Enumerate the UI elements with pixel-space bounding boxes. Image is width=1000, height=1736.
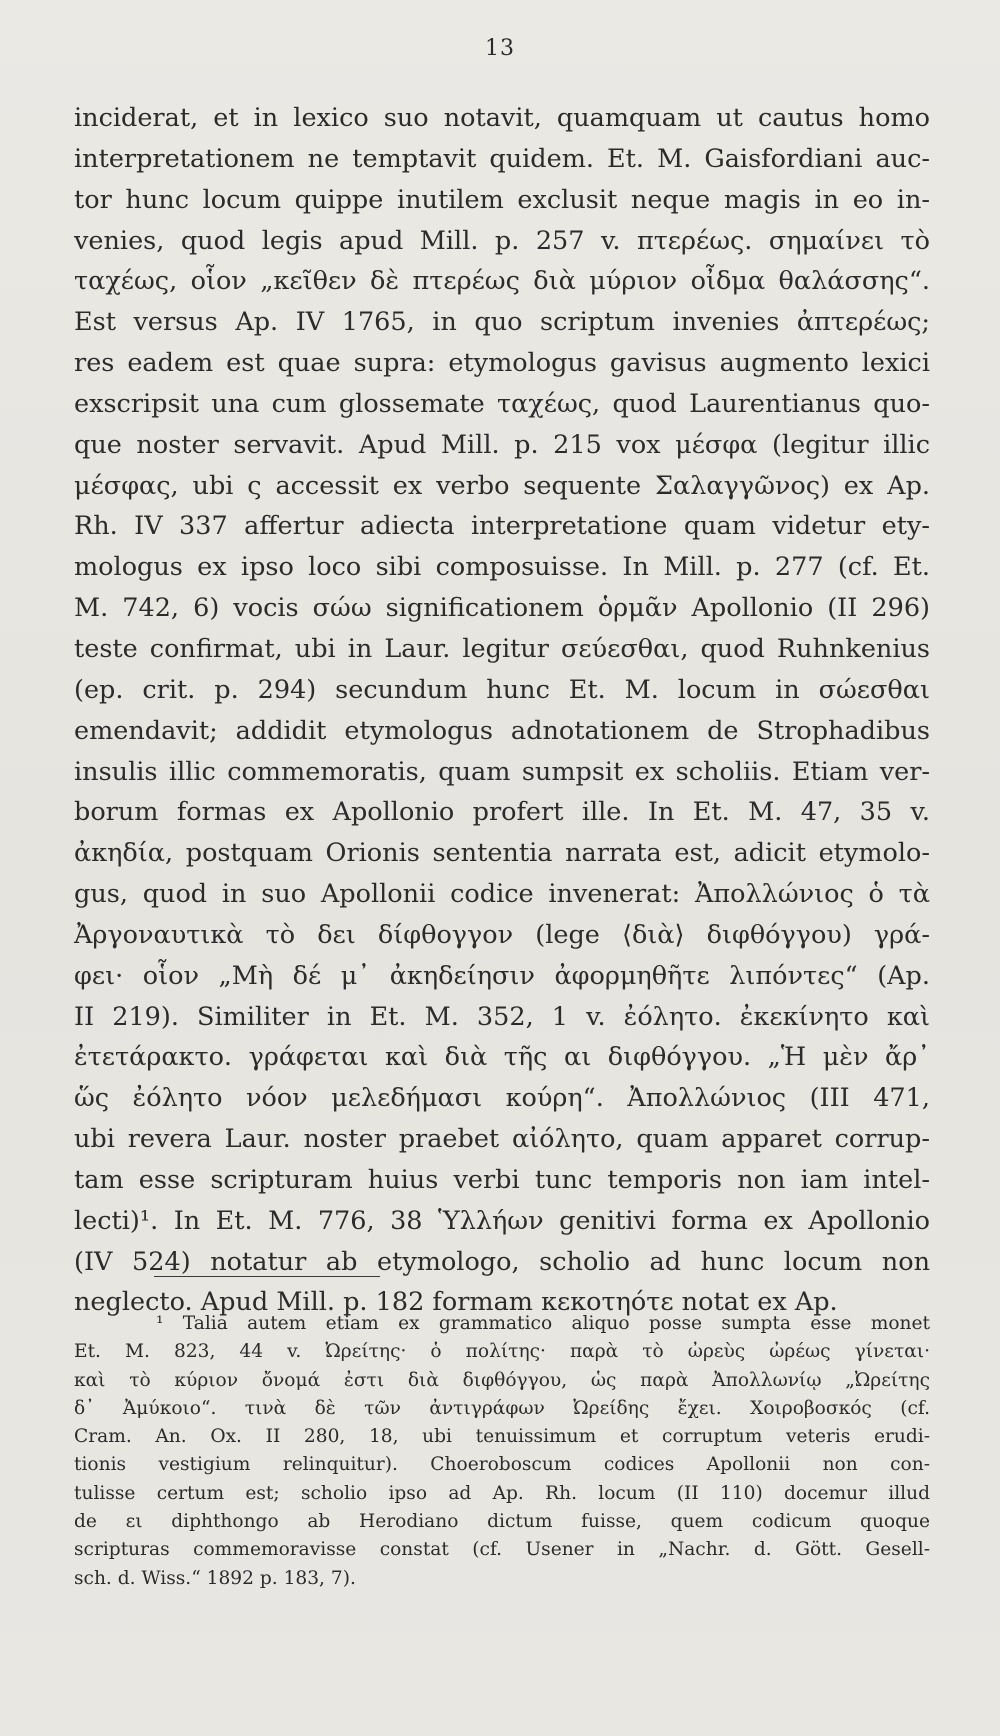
footnote-line: sch. d. Wiss.“ 1892 p. 183, 7). — [74, 1567, 356, 1589]
text-line: lecti)¹. In Et. M. 776, 38 Ὑλλήων genitivi forma ex Apollonio — [74, 1205, 930, 1236]
text-line: mologus ex ipso loco sibi composuisse. In Mill. p. 277 (cf. Et. — [74, 552, 930, 583]
text-line: (IV 524) notatur ab etymologo, scholio ad hunc locum non — [74, 1246, 930, 1277]
text-line: que noster servavit. Apud Mill. p. 215 vox μέσφα (legitur illic — [74, 429, 930, 460]
text-line: II 219). Similiter in Et. M. 352, 1 v. ἐόλητο. ἐκεκίνητο καὶ — [74, 1001, 930, 1032]
text-line: ὥς ἐόλητο νόον μελεδήμασι κούρη“. Ἀπολλώνιος (III 471, — [74, 1083, 930, 1114]
text-line: M. 742, 6) vocis σώω significationem ὁρμᾶν Apollonio (II 296) — [74, 593, 930, 624]
text-line: ἐτετάρακτο. γράφεται καὶ διὰ τῆς αι διφθόγγου. „Ἡ μὲν ἄρ᾽ — [74, 1042, 930, 1073]
text-line: tor hunc locum quippe inutilem exclusit neque magis in eo in- — [74, 184, 930, 215]
text-line: borum formas ex Apollonio profert ille. In Et. M. 47, 35 v. — [74, 797, 930, 828]
footnote-separator — [154, 1276, 380, 1277]
text-line: venies, quod legis apud Mill. p. 257 v. πτερέως. σημαίνει τὸ — [74, 225, 930, 256]
text-line: φει· οἷον „Μὴ δέ μ᾽ ἀκηδείησιν ἀφορμηθῆτε λιπόντες“ (Ap. — [74, 960, 930, 991]
footnote — [74, 1310, 930, 1593]
footnote-line: Cram. An. Ox. II 280, 18, ubi tenuissimum et corruptum veteris erudi- — [74, 1426, 930, 1448]
text-line: ἀκηδία, postquam Orionis sententia narrata est, adicit etymolo- — [74, 838, 930, 869]
text-line: μέσφας, ubi ς accessit ex verbo sequente Σαλαγγῶνος) ex Ap. — [74, 470, 930, 501]
text-line: tam esse scripturam huius verbi tunc temporis non iam intel- — [74, 1164, 930, 1195]
text-line: res eadem est quae supra: etymologus gavisus augmento lexici — [74, 348, 930, 379]
footnote-line: tulisse certum est; scholio ipso ad Ap. Rh. locum (II 110) docemur illud — [74, 1482, 930, 1504]
text-line: ταχέως, οἷον „κεῖθεν δὲ πτερέως διὰ μύριον οἶδμα θαλάσσης“. — [74, 266, 930, 297]
footnote-line: tionis vestigium relinquitur). Choeroboscum codices Apollonii non con- — [74, 1454, 930, 1476]
footnote-line: de ει diphthongo ab Herodiano dictum fuisse, quem codicum quoque — [74, 1511, 930, 1533]
footnote-line: scripturas commemoravisse constat (cf. Usener in „Nachr. d. Gött. Gesell- — [74, 1539, 930, 1561]
text-line: interpretationem ne temptavit quidem. Et. M. Gaisfordiani auc- — [74, 143, 930, 174]
footnote-line: δ᾽ Ἀμύκοιο“. τινὰ δὲ τῶν ἀντιγράφων Ὠρείδης ἔχει. Χοιροβοσκός (cf. — [74, 1397, 930, 1419]
text-line: neglecto. Apud Mill. p. 182 formam κεκοτηότε notat ex Ap. — [74, 1287, 838, 1318]
footnote-line: Et. M. 823, 44 v. Ὠρείτης· ὁ πολίτης· παρὰ τὸ ὠρεὺς ὠρέως γίνεται· — [74, 1341, 930, 1363]
footnote-line: καὶ τὸ κύριον ὄνομά ἐστι διὰ διφθόγγου, ὡς παρὰ Ἀπολλωνίῳ „Ὠρείτης — [74, 1369, 930, 1391]
page-number: 13 — [485, 36, 515, 61]
text-line: (ep. crit. p. 294) secundum hunc Et. M. locum in σώεσθαι — [74, 674, 930, 705]
text-line: Rh. IV 337 affertur adiecta interpretatione quam videtur ety- — [74, 511, 930, 542]
text-line: insulis illic commemoratis, quam sumpsit ex scholiis. Etiam ver- — [74, 756, 930, 787]
text-line: ubi revera Laur. noster praebet αἰόλητο, quam apparet corrup- — [74, 1124, 930, 1155]
text-line: Est versus Ap. IV 1765, in quo scriptum invenies ἀπτερέως; — [74, 307, 930, 338]
text-line: inciderat, et in lexico suo notavit, quamquam ut cautus homo — [74, 103, 930, 133]
text-line: emendavit; addidit etymologus adnotationem de Strophadibus — [74, 715, 930, 746]
text-line: exscripsit una cum glossemate ταχέως, quod Laurentianus quo- — [74, 388, 930, 419]
text-line: Ἀργοναυτικὰ τὸ δει δίφθογγον (lege ⟨διὰ⟩ διφθόγγου) γρά- — [74, 919, 930, 950]
main-text — [74, 98, 930, 1323]
text-line: teste confirmat, ubi in Laur. legitur σεύεσθαι, quod Ruhnkenius — [74, 633, 930, 664]
footnote-line: ¹ Talia autem etiam ex grammatico aliquo posse sumpta esse monet — [156, 1313, 930, 1334]
text-line: gus, quod in suo Apollonii codice invenerat: Ἀπολλώνιος ὁ τὰ — [74, 879, 930, 910]
